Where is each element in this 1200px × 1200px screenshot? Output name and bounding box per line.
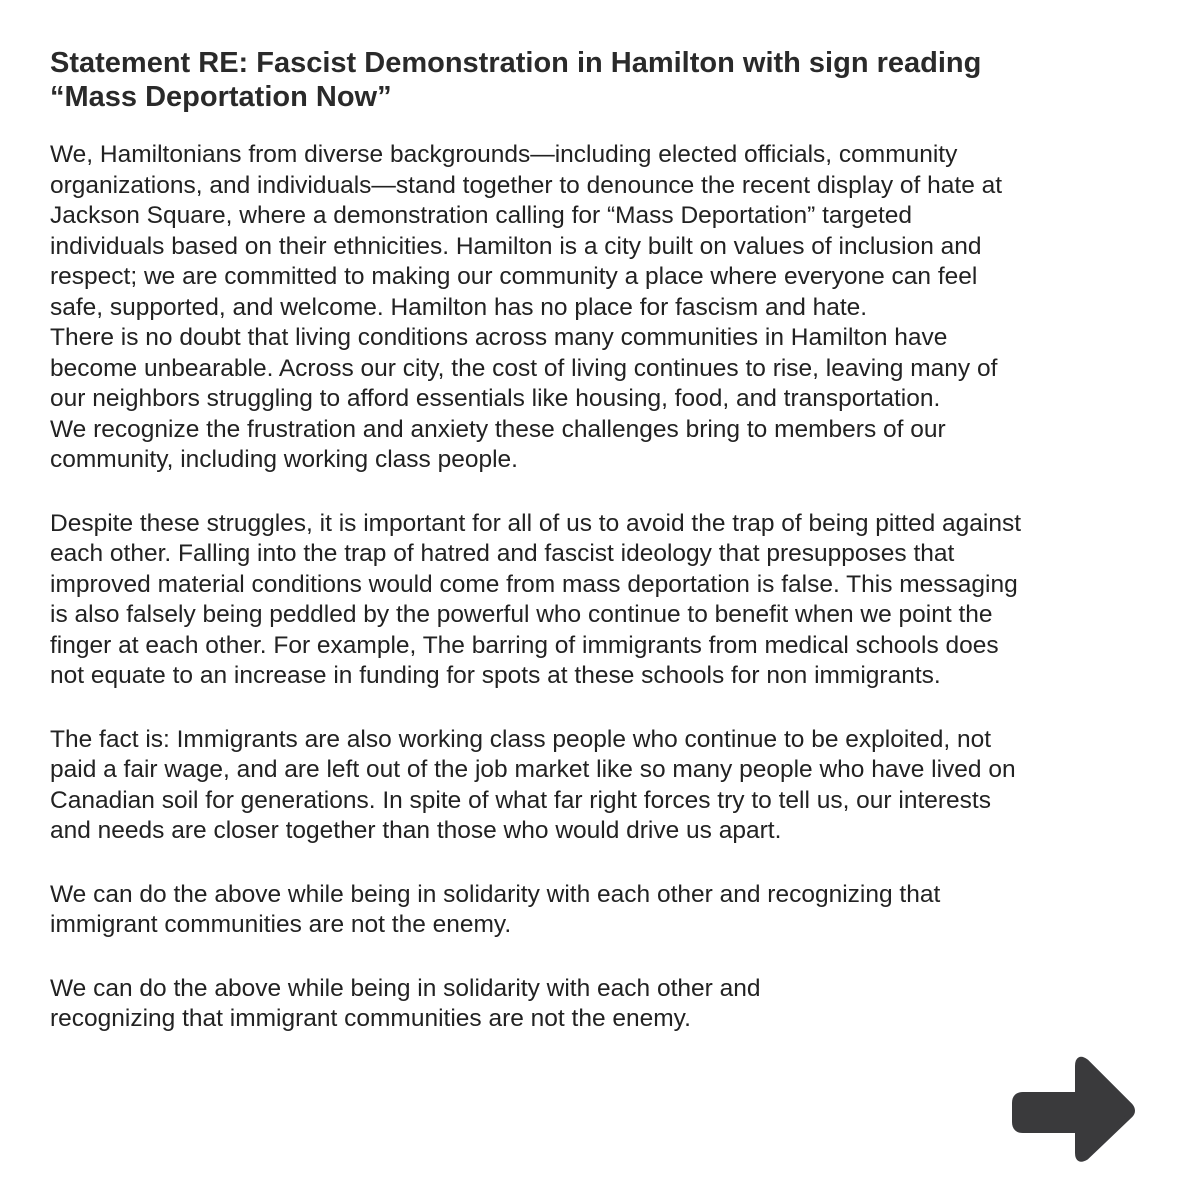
title-line: “Mass Deportation Now” bbox=[50, 81, 392, 113]
text-line: community, including working class people. bbox=[50, 446, 518, 473]
statement-title bbox=[50, 46, 1160, 114]
text-line: finger at each other. For example, The barring of immigrants from medical schools does bbox=[50, 631, 999, 659]
text-line: organizations, and individuals—stand together to denounce the recent display of hate at bbox=[50, 171, 1003, 199]
text-line: each other. Falling into the trap of hatred and fascist ideology that presupposes that bbox=[50, 540, 955, 567]
text-line: and needs are closer together than those who would drive us apart. bbox=[50, 817, 782, 844]
text-line: not equate to an increase in funding for spots at these schools for non immigrants. bbox=[50, 662, 941, 689]
title-line: Statement RE: Fascist Demonstration in Hamilton with sign reading bbox=[50, 47, 982, 79]
paragraph-solidarity bbox=[50, 880, 1160, 941]
text-line: immigrant communities are not the enemy. bbox=[50, 911, 512, 938]
text-line: recognizing that immigrant communities are not the enemy. bbox=[50, 1005, 691, 1032]
text-line: There is no doubt that living conditions across many communities in Hamilton have bbox=[50, 324, 948, 351]
arrow-right-icon bbox=[1010, 1050, 1135, 1167]
text-line: The fact is: Immigrants are also working class people who continue to be exploited, not bbox=[50, 725, 992, 753]
text-line: We recognize the frustration and anxiety these challenges bring to members of our bbox=[50, 415, 946, 443]
text-line: become unbearable. Across our city, the cost of living continues to rise, leaving many of bbox=[50, 354, 998, 382]
paragraph-struggles bbox=[50, 509, 1160, 692]
text-line: improved material conditions would come from mass deportation is false. This messaging bbox=[50, 570, 1018, 598]
text-line: safe, supported, and welcome. Hamilton has no place for fascism and hate. bbox=[50, 293, 868, 321]
text-line: paid a fair wage, and are left out of the job market like so many people who have lived on bbox=[50, 756, 1016, 783]
statement-document bbox=[50, 46, 1160, 1068]
text-line: We, Hamiltonians from diverse backgrounds—including elected officials, community bbox=[50, 141, 958, 168]
text-line: We can do the above while being in solidarity with each other and recognizing that bbox=[50, 880, 941, 908]
text-line: respect; we are committed to making our community a place where everyone can feel bbox=[50, 263, 978, 290]
text-line: Despite these struggles, it is important for all of us to avoid the trap of being pitted against bbox=[50, 509, 1022, 537]
paragraph-fact bbox=[50, 725, 1160, 847]
text-line: individuals based on their ethnicities. Hamilton is a city built on values of inclusion and bbox=[50, 232, 982, 260]
paragraph-intro bbox=[50, 140, 1160, 476]
text-line: We can do the above while being in solidarity with each other and bbox=[50, 974, 761, 1002]
text-line: Canadian soil for generations. In spite of what far right forces try to tell us, our interests bbox=[50, 786, 991, 814]
text-line: Jackson Square, where a demonstration calling for “Mass Deportation” targeted bbox=[50, 202, 913, 229]
text-line: is also falsely being peddled by the powerful who continue to benefit when we point the bbox=[50, 601, 993, 628]
next-page-button[interactable] bbox=[1010, 1050, 1135, 1167]
text-line: our neighbors struggling to afford essentials like housing, food, and transportation. bbox=[50, 385, 941, 412]
paragraph-solidarity-repeat bbox=[50, 974, 1160, 1035]
